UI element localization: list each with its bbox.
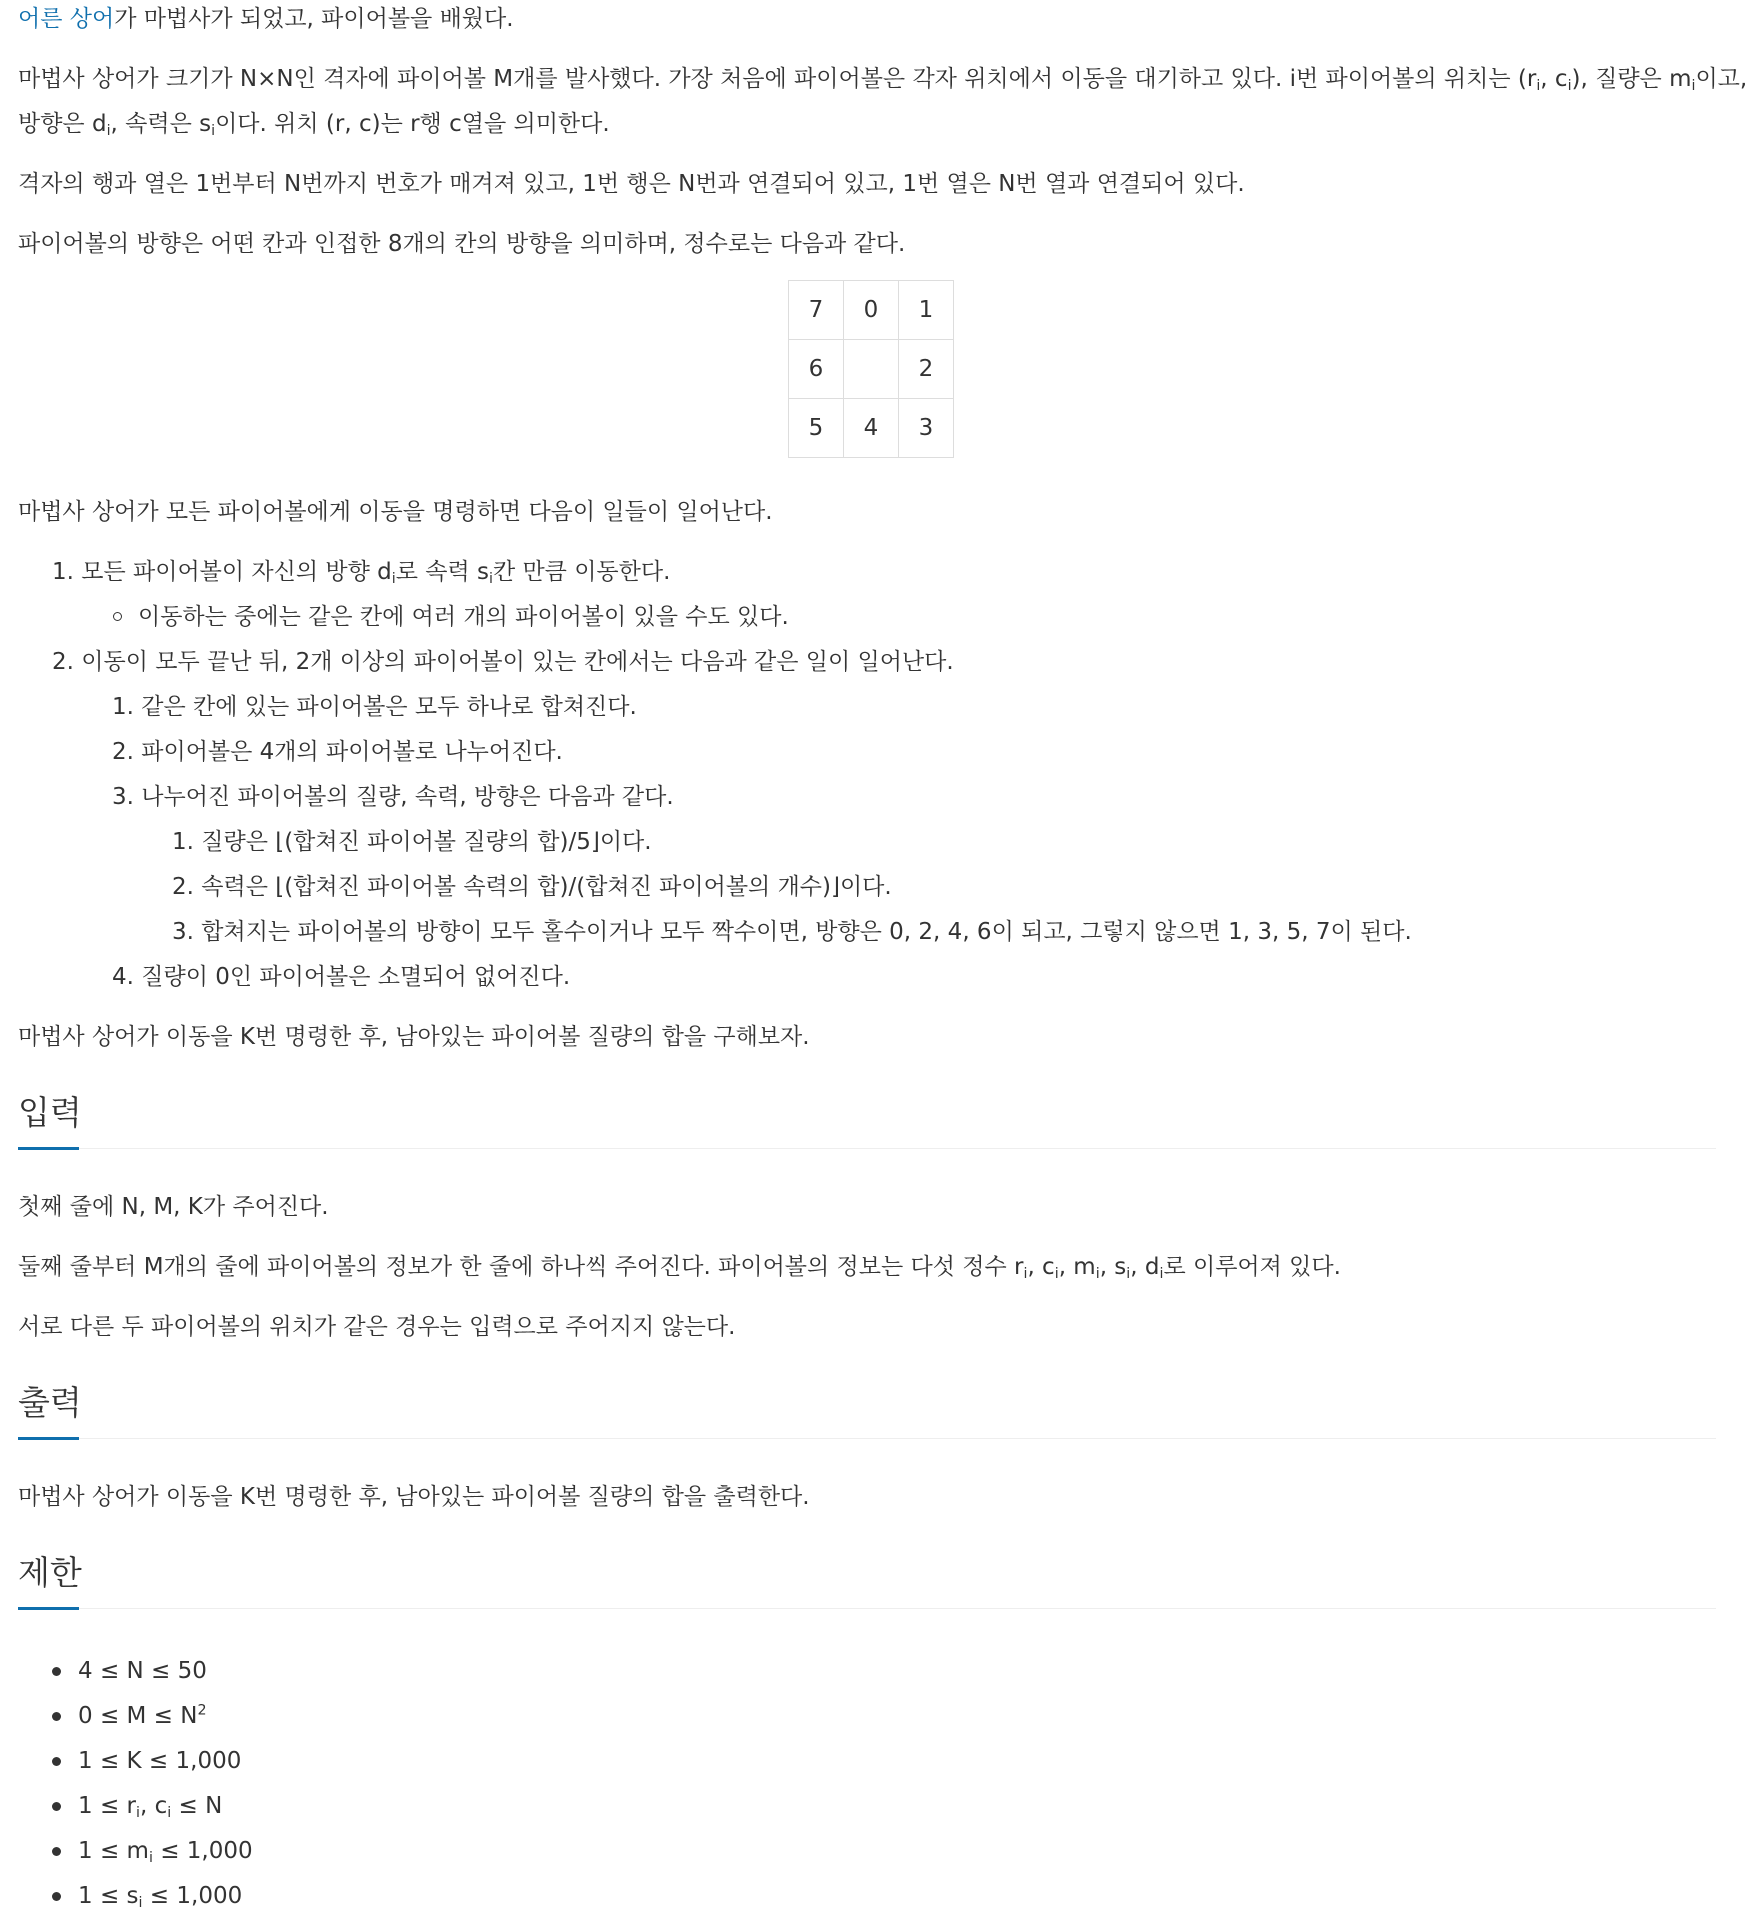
- grid-description: 격자의 행과 열은 1번부터 N번까지 번호가 매겨져 있고, 1번 행은 N번과 연결되어 있고, 1번 열은 N번 열과 연결되어 있다.: [18, 171, 1245, 197]
- constraint-item: $1 \le r_i$, $c_i \le N$: [78, 1793, 223, 1821]
- bullet-icon: [52, 1802, 61, 1811]
- bullet-icon: [52, 1847, 61, 1856]
- constraint-item: $0 \le M \le N^2$: [78, 1702, 207, 1729]
- output-heading: 출력: [18, 1383, 82, 1422]
- table-cell: 4: [844, 399, 899, 458]
- heading-accent-bar: [18, 1607, 79, 1610]
- table-cell: 6: [789, 340, 844, 399]
- heading-divider: [18, 1148, 1716, 1149]
- table-cell: 0: [844, 281, 899, 340]
- list-item: 1. 질량은 ⌊(합쳐진 파이어볼 질량의 합)/5⌋이다.: [172, 829, 652, 855]
- input-heading: 입력: [18, 1093, 82, 1132]
- list-item: 4. 질량이 0인 파이어볼은 소멸되어 없어진다.: [112, 964, 571, 990]
- direction-table: [788, 280, 954, 458]
- intro-paragraph: 어른 상어가 마법사가 되었고, 파이어볼을 배웠다.: [18, 6, 514, 32]
- heading-accent-bar: [18, 1147, 79, 1150]
- table-cell: 7: [789, 281, 844, 340]
- command-description: 마법사 상어가 모든 파이어볼에게 이동을 명령하면 다음이 일들이 일어난다.: [18, 499, 773, 525]
- constraint-item: 1 ≤ K ≤ 1,000: [78, 1748, 242, 1774]
- description-line-1: 마법사 상어가 크기가 N×N인 격자에 파이어볼 M개를 발사했다. 가장 처음에 파이어볼은 각자 위치에서 이동을 대기하고 있다. i번 파이어볼의 위치는 ($r_i$, $c_i$), 질량은 $m_i$이고,: [18, 66, 1747, 94]
- bullet-icon: [52, 1892, 61, 1901]
- constraint-item: $1 \le s_i \le 1,000$: [78, 1883, 243, 1911]
- heading-accent-bar: [18, 1437, 79, 1440]
- table-cell: 5: [789, 399, 844, 458]
- bullet-icon: [52, 1667, 61, 1676]
- list-item: 2. 속력은 ⌊(합쳐진 파이어볼 속력의 합)/(합쳐진 파이어볼의 개수)⌋이다.: [172, 874, 892, 900]
- bullet-icon: [52, 1757, 61, 1766]
- list-item: 2. 파이어볼은 4개의 파이어볼로 나누어진다.: [112, 739, 563, 765]
- list-item: 2. 이동이 모두 끝난 뒤, 2개 이상의 파이어볼이 있는 칸에서는 다음과 같은 일이 일어난다.: [52, 649, 954, 675]
- goal-description: 마법사 상어가 이동을 K번 명령한 후, 남아있는 파이어볼 질량의 합을 구해보자.: [18, 1024, 810, 1050]
- heading-divider: [18, 1438, 1716, 1439]
- direction-description: 파이어볼의 방향은 어떤 칸과 인접한 8개의 칸의 방향을 의미하며, 정수로는 다음과 같다.: [18, 231, 906, 257]
- constraint-item: $1 \le m_i \le 1,000$: [78, 1838, 253, 1866]
- list-item: 이동하는 중에는 같은 칸에 여러 개의 파이어볼이 있을 수도 있다.: [138, 604, 789, 630]
- table-row: [789, 281, 954, 340]
- constraint-item: 4 ≤ N ≤ 50: [78, 1658, 207, 1684]
- list-item: 3. 합쳐지는 파이어볼의 방향이 모두 홀수이거나 모두 짝수이면, 방향은 0, 2, 4, 6이 되고, 그렇지 않으면 1, 3, 5, 7이 된다.: [172, 919, 1412, 945]
- table-cell: 1: [899, 281, 954, 340]
- table-cell: 2: [899, 340, 954, 399]
- description-line-2: 방향은 $d_i$, 속력은 $s_i$이다. 위치 (r, c)는 r행 c열을 의미한다.: [18, 111, 610, 139]
- bullet-icon: [52, 1712, 61, 1721]
- list-item: 1. 모든 파이어볼이 자신의 방향 $d_i$로 속력 $s_i$칸 만큼 이동한다.: [52, 559, 671, 587]
- table-row: [789, 340, 954, 399]
- list-item: 3. 나누어진 파이어볼의 질량, 속력, 방향은 다음과 같다.: [112, 784, 674, 810]
- input-line-2: 둘째 줄부터 M개의 줄에 파이어볼의 정보가 한 줄에 하나씩 주어진다. 파이어볼의 정보는 다섯 정수 $r_i$, $c_i$, $m_i$, $s_i$, $d_i$로 이루어져 있다.: [18, 1254, 1341, 1282]
- input-line-3: 서로 다른 두 파이어볼의 위치가 같은 경우는 입력으로 주어지지 않는다.: [18, 1314, 736, 1340]
- table-row: [789, 399, 954, 458]
- circle-bullet-icon: [113, 612, 122, 621]
- table-cell: 3: [899, 399, 954, 458]
- heading-divider: [18, 1608, 1716, 1609]
- author-link[interactable]: 어른 상어: [18, 6, 115, 32]
- input-line-1: 첫째 줄에 N, M, K가 주어진다.: [18, 1194, 329, 1220]
- table-cell: [844, 340, 899, 399]
- limits-heading: 제한: [18, 1553, 82, 1592]
- output-line-1: 마법사 상어가 이동을 K번 명령한 후, 남아있는 파이어볼 질량의 합을 출력한다.: [18, 1484, 810, 1510]
- list-item: 1. 같은 칸에 있는 파이어볼은 모두 하나로 합쳐진다.: [112, 694, 637, 720]
